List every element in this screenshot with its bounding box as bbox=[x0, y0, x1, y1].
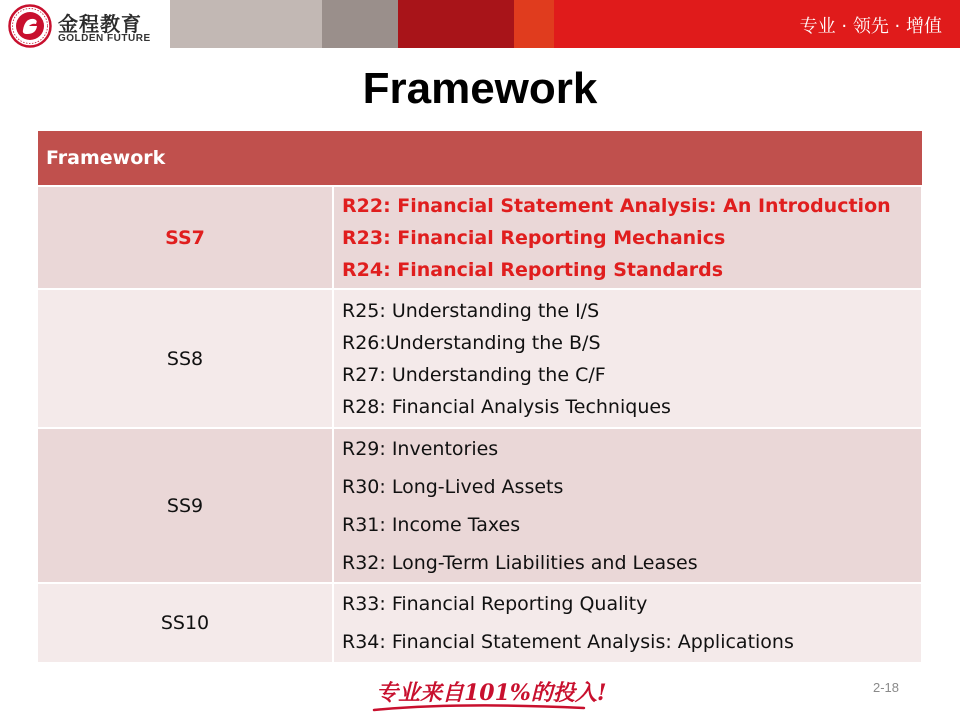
table-row-ss8 bbox=[38, 289, 922, 428]
reading-item: R22: Financial Statement Analysis: An Introduction bbox=[342, 194, 891, 217]
study-session-label: SS9 bbox=[38, 428, 333, 583]
table-row-ss7 bbox=[38, 186, 922, 289]
page-number: 2-18 bbox=[873, 680, 900, 695]
underline-swoosh-icon bbox=[370, 672, 610, 716]
footer-slogan bbox=[370, 672, 610, 716]
study-session-label: SS8 bbox=[38, 289, 333, 428]
reading-item: R32: Long-Term Liabilities and Leases bbox=[342, 551, 698, 574]
reading-item: R26:Understanding the B/S bbox=[342, 331, 601, 354]
reading-list bbox=[333, 428, 922, 583]
header-block-dark-red bbox=[398, 0, 514, 48]
company-logo bbox=[8, 4, 168, 48]
table-header: Framework bbox=[38, 131, 922, 186]
reading-item: R27: Understanding the C/F bbox=[342, 363, 606, 386]
slide-title: Framework bbox=[362, 64, 598, 113]
header-slogan: 专业 · 领先 · 增值 bbox=[799, 16, 942, 37]
reading-item: R33: Financial Reporting Quality bbox=[342, 593, 648, 615]
reading-item: R30: Long-Lived Assets bbox=[342, 475, 564, 498]
logo-english-name: GOLDEN FUTURE bbox=[58, 33, 151, 44]
reading-list bbox=[333, 583, 922, 663]
table-row-ss10 bbox=[38, 583, 922, 663]
reading-item: R23: Financial Reporting Mechanics bbox=[342, 226, 726, 249]
study-session-label: SS10 bbox=[38, 583, 333, 663]
table-header-row bbox=[38, 131, 922, 186]
reading-item: R29: Inventories bbox=[342, 437, 499, 460]
header-block-light bbox=[170, 0, 322, 48]
header-block-accent bbox=[514, 0, 554, 48]
framework-table bbox=[38, 131, 923, 664]
reading-list bbox=[333, 186, 922, 289]
study-session-label: SS7 bbox=[38, 186, 333, 289]
reading-item: R31: Income Taxes bbox=[342, 513, 521, 536]
footer-slogan-text: 专业来自101%的投入! bbox=[376, 680, 607, 706]
table-row-ss9 bbox=[38, 428, 922, 583]
logo-seal-icon bbox=[8, 4, 52, 48]
header-band bbox=[0, 0, 960, 48]
reading-list bbox=[333, 289, 922, 428]
reading-item: R24: Financial Reporting Standards bbox=[342, 258, 724, 281]
reading-item: R34: Financial Statement Analysis: Applications bbox=[342, 631, 794, 653]
reading-item: R25: Understanding the I/S bbox=[342, 299, 600, 322]
reading-item: R28: Financial Analysis Techniques bbox=[342, 395, 671, 418]
logo-chinese-name: 金程教育 bbox=[58, 12, 142, 36]
header-block-mid bbox=[322, 0, 398, 48]
